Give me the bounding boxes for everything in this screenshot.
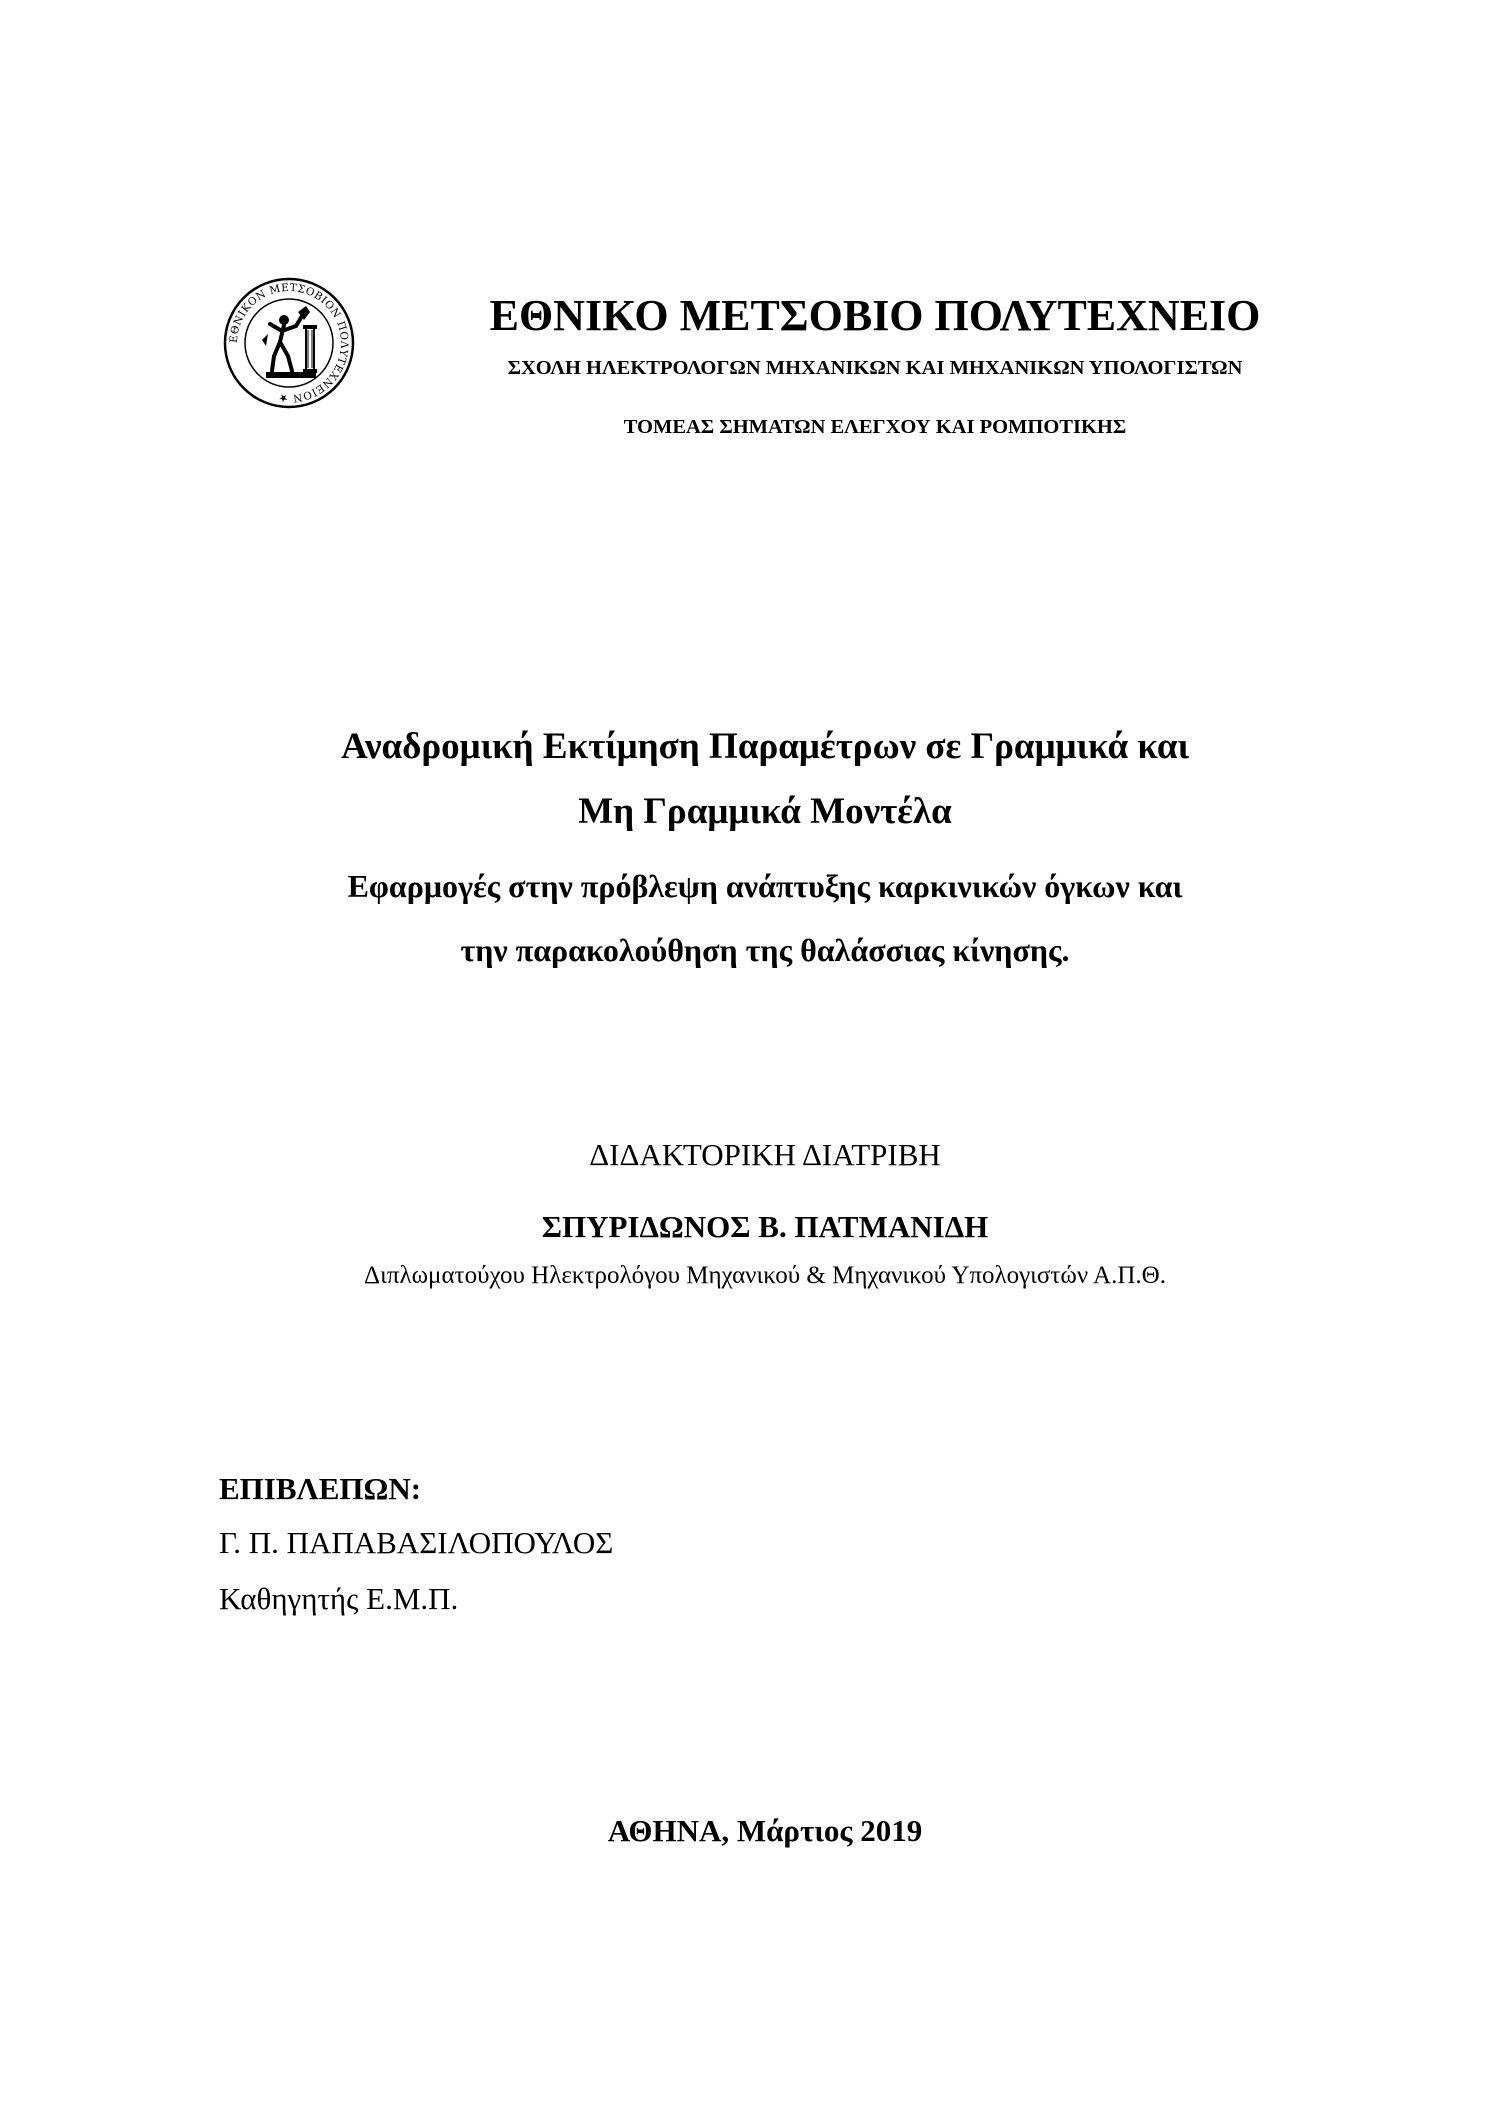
author-degree: Διπλωματούχου Ηλεκτρολόγου Μηχανικού & Μηχανικού Υπολογιστών Α.Π.Θ. <box>364 1262 1166 1289</box>
thesis-title-line-2: Μη Γραμμικά Μοντέλα <box>578 791 952 832</box>
division-name: ΤΟΜΕΑΣ ΣΗΜΑΤΩΝ ΕΛΕΓΧΟΥ ΚΑΙ ΡΟΜΠΟΤΙΚΗΣ <box>623 416 1127 438</box>
svg-text:ΕΘΝΙΚΟΝ ΜΕΤΣΟΒΙΟΝ ΠΟΛΥΤΕΧΝΕΙΟΝ: ΕΘΝΙΚΟΝ ΜΕΤΣΟΒΙΟΝ ΠΟΛΥΤΕΧΝΕΙΟΝ ★ <box>227 281 351 405</box>
university-name: ΕΘΝΙΚΟ ΜΕΤΣΟΒΙΟ ΠΟΛΥΤΕΧΝΕΙΟ <box>489 291 1261 340</box>
thesis-type: ΔΙΔΑΚΤΟΡΙΚΗ ΔΙΑΤΡΙΒΗ <box>589 1137 941 1172</box>
author-name: ΣΠΥΡΙΔΩΝΟΣ Β. ΠΑΤΜΑΝΙΔΗ <box>541 1209 989 1244</box>
school-name: ΣΧΟΛΗ ΗΛΕΚΤΡΟΛΟΓΩΝ ΜΗΧΑΝΙΚΩΝ ΚΑΙ ΜΗΧΑΝΙΚΩΝ ΥΠΟΛΟΓΙΣΤΩΝ <box>507 357 1243 379</box>
place-date: ΑΘΗΝΑ, Μάρτιος 2019 <box>607 1813 923 1848</box>
thesis-title-line-1: Αναδρομική Εκτίμηση Παραμέτρων σε Γραμμικά και <box>341 726 1189 767</box>
university-seal-icon <box>222 276 356 410</box>
thesis-subtitle-line-2: την παρακολούθηση της θαλάσσιας κίνησης. <box>460 932 1070 968</box>
supervisor-label: ΕΠΙΒΛΕΠΩΝ: <box>219 1471 422 1506</box>
supervisor-name: Γ. Π. ΠΑΠΑΒΑΣΙΛΟΠΟΥΛΟΣ <box>219 1525 614 1560</box>
thesis-subtitle-line-1: Εφαρμογές στην πρόβλεψη ανάπτυξης καρκινικών όγκων και <box>347 868 1183 904</box>
supervisor-title: Καθηγητής Ε.Μ.Π. <box>219 1581 459 1616</box>
